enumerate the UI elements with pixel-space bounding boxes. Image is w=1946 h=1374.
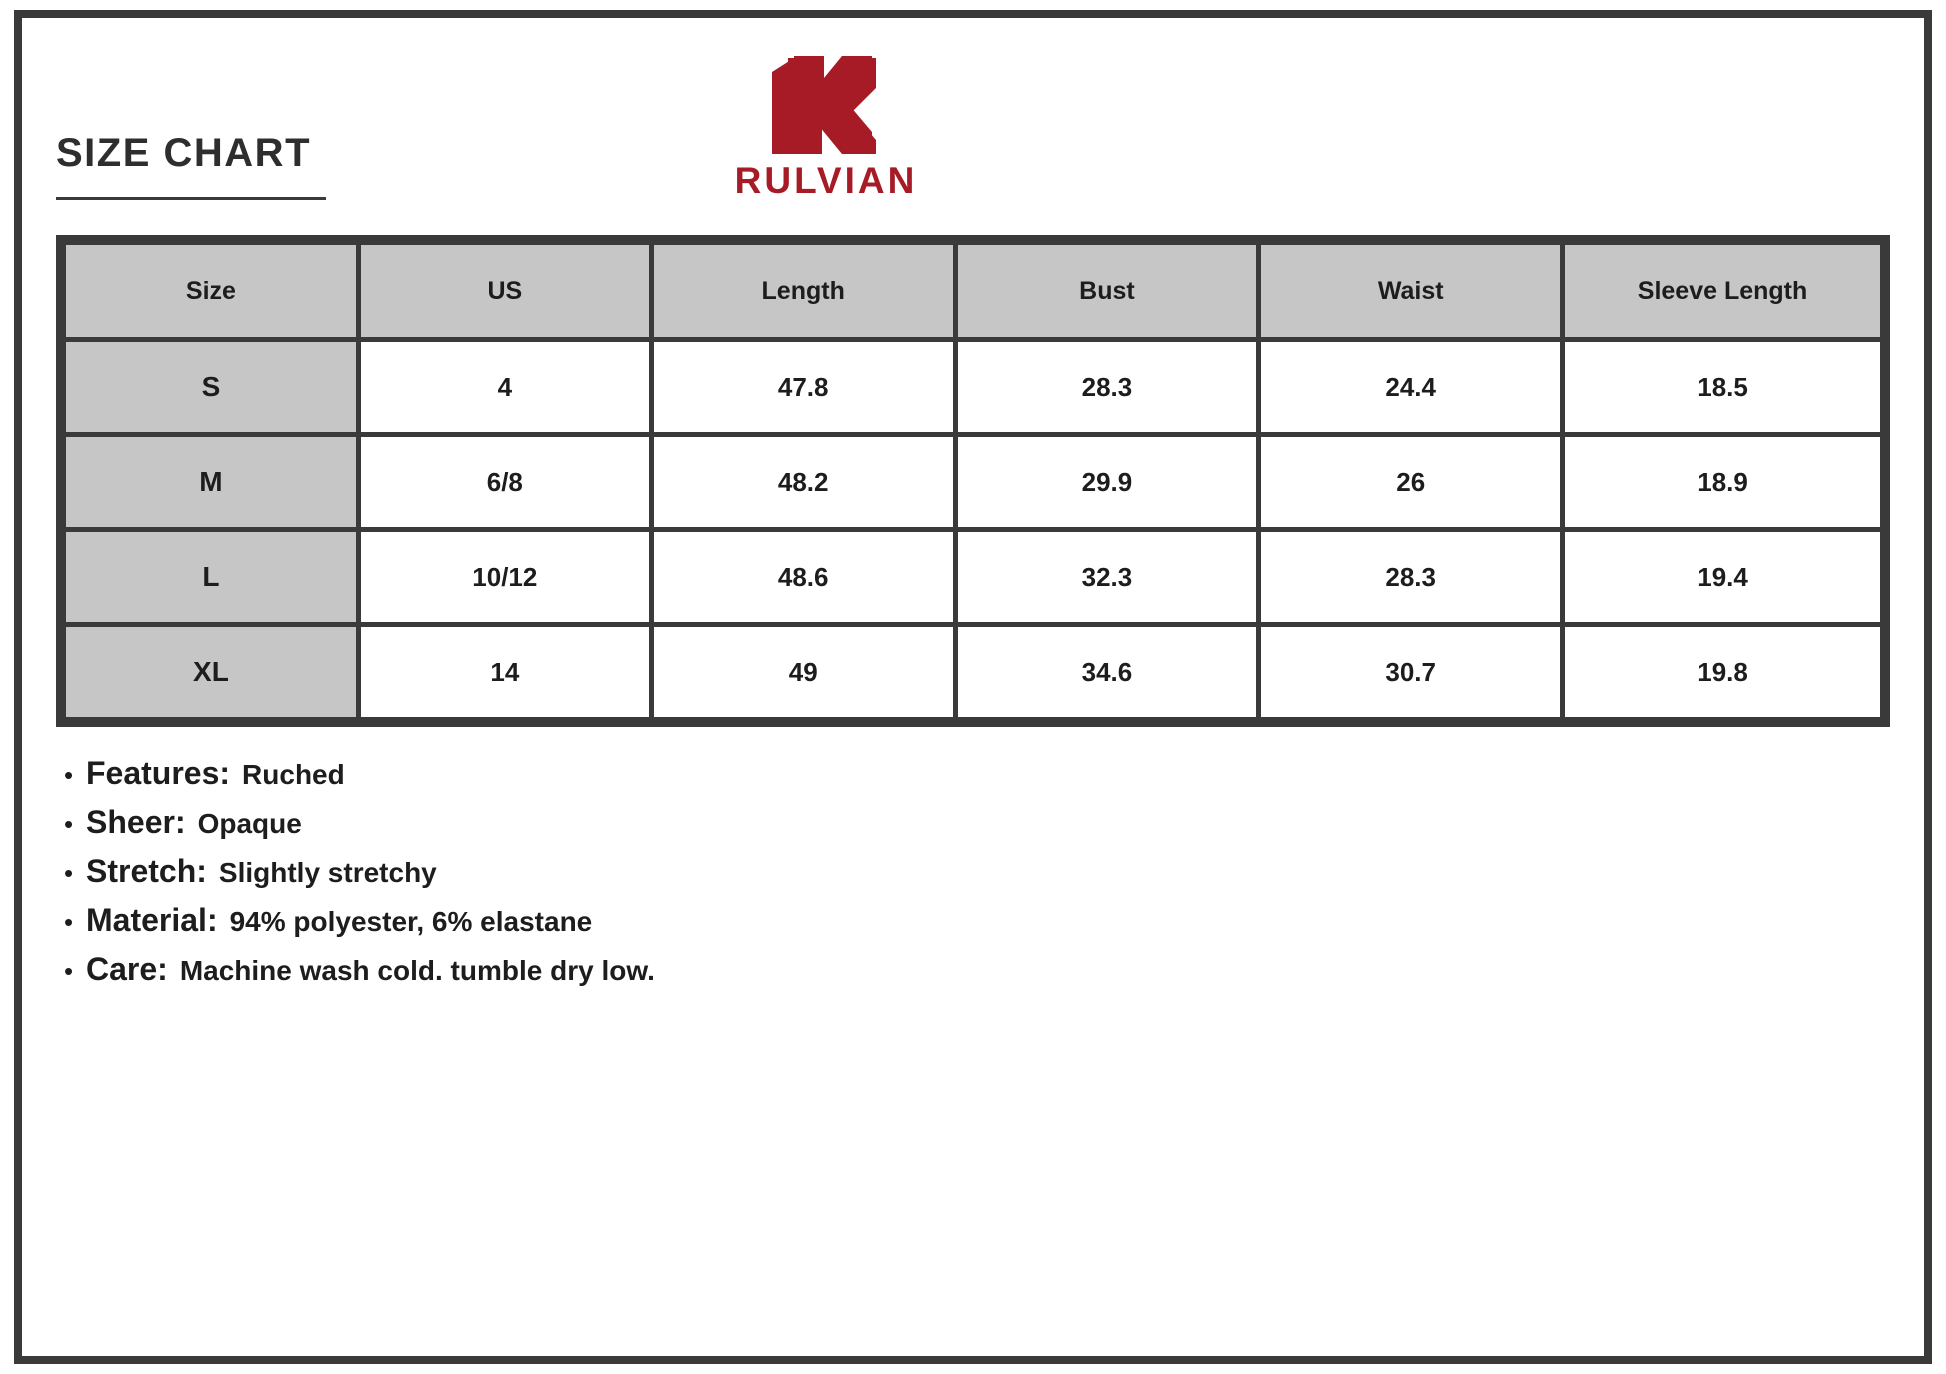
note-value: Slightly stretchy <box>218 857 437 888</box>
column-header-size: Size <box>66 245 356 337</box>
cell-length: 48.2 <box>654 437 953 527</box>
bullet-icon: • <box>64 907 74 937</box>
cell-bust: 34.6 <box>958 627 1257 717</box>
note-value: Ruched <box>242 759 345 790</box>
size-chart-table-wrapper <box>56 235 1890 727</box>
note-label: Features: <box>86 755 231 791</box>
table-row <box>66 627 1880 717</box>
cell-length: 47.8 <box>654 342 953 432</box>
cell-sleeve: 18.9 <box>1565 437 1880 527</box>
brand-block <box>676 50 976 199</box>
list-item <box>64 951 1890 988</box>
cell-bust: 29.9 <box>958 437 1257 527</box>
cell-waist: 28.3 <box>1261 532 1560 622</box>
page-title: SIZE CHART <box>56 131 311 175</box>
cell-bust: 32.3 <box>958 532 1257 622</box>
cell-us: 4 <box>361 342 649 432</box>
bullet-icon: • <box>64 858 74 888</box>
note-label: Care: <box>86 951 168 987</box>
table-header-row <box>66 245 1880 337</box>
cell-waist: 30.7 <box>1261 627 1560 717</box>
title-underline <box>56 197 326 200</box>
cell-waist: 26 <box>1261 437 1560 527</box>
title-block <box>56 133 326 200</box>
cell-size: M <box>66 437 356 527</box>
bullet-icon: • <box>64 760 74 790</box>
cell-us: 14 <box>361 627 649 717</box>
table-row <box>66 342 1880 432</box>
list-item <box>64 804 1890 841</box>
table-row <box>66 532 1880 622</box>
column-header-waist: Waist <box>1261 245 1560 337</box>
page-content <box>56 38 1890 1336</box>
note-label: Material: <box>86 902 218 938</box>
cell-sleeve: 19.8 <box>1565 627 1880 717</box>
cell-bust: 28.3 <box>958 342 1257 432</box>
note-value: 94% polyester, 6% elastane <box>229 906 593 937</box>
column-header-length: Length <box>654 245 953 337</box>
column-header-bust: Bust <box>958 245 1257 337</box>
note-value: Opaque <box>197 808 302 839</box>
list-item <box>64 902 1890 939</box>
note-label: Stretch: <box>86 853 207 889</box>
bullet-icon: • <box>64 956 74 986</box>
product-details-list <box>56 755 1890 988</box>
cell-waist: 24.4 <box>1261 342 1560 432</box>
brand-name: RULVIAN <box>734 160 918 201</box>
cell-sleeve: 19.4 <box>1565 532 1880 622</box>
table-row <box>66 437 1880 527</box>
cell-length: 48.6 <box>654 532 953 622</box>
cell-us: 6/8 <box>361 437 649 527</box>
list-item <box>64 755 1890 792</box>
cell-length: 49 <box>654 627 953 717</box>
cell-sleeve: 18.5 <box>1565 342 1880 432</box>
column-header-sleeve-length: Sleeve Length <box>1565 245 1880 337</box>
cell-size: L <box>66 532 356 622</box>
cell-us: 10/12 <box>361 532 649 622</box>
cell-size: S <box>66 342 356 432</box>
list-item <box>64 853 1890 890</box>
note-value: Machine wash cold. tumble dry low. <box>179 955 655 986</box>
bullet-icon: • <box>64 809 74 839</box>
size-chart-table <box>61 240 1885 722</box>
note-label: Sheer: <box>86 804 186 840</box>
cell-size: XL <box>66 627 356 717</box>
rulvian-r-logo-icon <box>676 50 976 160</box>
column-header-us: US <box>361 245 649 337</box>
header <box>56 38 1890 223</box>
